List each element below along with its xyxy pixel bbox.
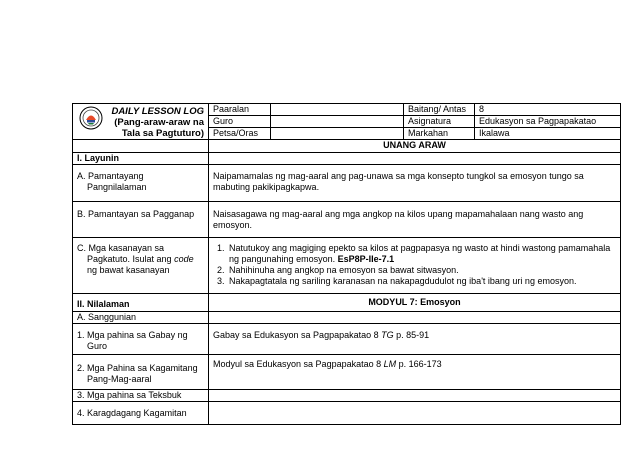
pamantayang-pangnilalaman-row	[73, 165, 621, 202]
kasanayan-label-line1: C. Mga kasanayan sa	[77, 243, 165, 253]
gabay-guro-row	[73, 324, 621, 355]
objective-text-1: Natutukoy ang magiging epekto sa kilos at pagpapasya ng wasto at hindi wastong pamamahala ng pangunahing emosyon.	[229, 243, 611, 264]
day-title: UNANG ARAW	[209, 140, 621, 153]
petsa-value[interactable]	[271, 128, 404, 140]
day-title-empty	[73, 140, 209, 153]
nilalaman-heading: II. Nilalaman	[73, 294, 209, 312]
pamantayang-pangnilalaman-label	[73, 165, 209, 202]
kasanayan-label-code: code	[174, 254, 194, 264]
kasanayan-label-line3: ng bawat kasanayan	[87, 265, 170, 275]
kagamitang-text-pre: Modyul sa Edukasyon sa Pagpapakatao 8	[213, 359, 384, 369]
dll-title-line1: DAILY LESSON LOG	[111, 106, 204, 117]
pamantayan-pagganap-row	[73, 202, 621, 238]
deped-seal-icon	[79, 106, 103, 130]
kagamitang-label-line1: 2. Mga Pahina sa Kagamitang	[77, 363, 198, 373]
day-title-row	[73, 140, 621, 153]
dll-title-cell	[73, 104, 209, 140]
karagdagang-label: 4. Karagdagang Kagamitan	[73, 402, 209, 425]
kasanayan-objectives	[209, 238, 621, 294]
dll-title-line3: Tala sa Pagtuturo)	[121, 128, 204, 139]
objective-item-2: 2. Nahihinuha ang angkop na emosyon sa bawat sitwasyon.	[227, 265, 616, 276]
gabay-guro-label-line1: 1. Mga pahina sa Gabay ng	[77, 330, 188, 340]
pamantayan-pagganap-label: B. Pamantayan sa Pagganap	[73, 202, 209, 238]
gabay-guro-text	[209, 324, 621, 355]
daily-lesson-log-table	[72, 103, 621, 425]
guro-value[interactable]	[271, 116, 404, 128]
kasanayan-label-line2	[77, 254, 204, 265]
karagdagang-value[interactable]	[209, 402, 621, 425]
baitang-value: 8	[475, 104, 621, 116]
layunin-heading-empty	[209, 153, 621, 165]
pamantayan-pagganap-text: Naisasagawa ng mag-aaral ang mga angkop na kilos upang mapamahalaan nang wasto ang emosyon.	[209, 202, 621, 238]
baitang-label: Baitang/ Antas	[404, 104, 475, 116]
kagamitang-label	[73, 355, 209, 390]
asignatura-value: Edukasyon sa Pagpapakatao	[475, 116, 621, 128]
paaralan-label: Paaralan	[209, 104, 271, 116]
modyul-title: MODYUL 7: Emosyon	[209, 294, 621, 312]
karagdagang-row	[73, 402, 621, 425]
kasanayan-row	[73, 238, 621, 294]
kagamitang-text-it: LM	[383, 359, 397, 369]
gabay-guro-text-post: p. 85-91	[393, 330, 430, 340]
markahan-value: Ikalawa	[475, 128, 621, 140]
kasanayan-label	[73, 238, 209, 294]
layunin-heading: I. Layunin	[73, 153, 209, 165]
teksbuk-value[interactable]	[209, 390, 621, 402]
sanggunian-heading: A. Sanggunian	[73, 312, 209, 324]
teksbuk-row	[73, 390, 621, 402]
kagamitang-label-line2: Pang-Mag-aaral	[87, 374, 152, 384]
objective-code: EsP8P-IIe-7.1	[337, 254, 395, 264]
pamantayang-label-line2: Pangnilalaman	[87, 182, 147, 192]
gabay-guro-text-it: TG	[381, 330, 394, 340]
guro-label: Guro	[209, 116, 271, 128]
gabay-guro-label	[73, 324, 209, 355]
kasanayan-label-line2-text: Pagkatuto. Isulat ang	[87, 254, 175, 264]
header-row-paaralan	[73, 104, 621, 116]
objective-item-1	[227, 243, 616, 265]
markahan-label: Markahan	[404, 128, 475, 140]
teksbuk-label: 3. Mga pahina sa Teksbuk	[73, 390, 209, 402]
objective-item-3: 3. Nakapagtatala ng sariling karanasan na nakapagdudulot ng iba't ibang uri ng emosyon.	[227, 276, 616, 287]
kagamitang-text-post: p. 166-173	[396, 359, 442, 369]
petsa-label: Petsa/Oras	[209, 128, 271, 140]
objectives-list	[213, 243, 616, 287]
pamantayang-label-line1: A. Pamantayang	[77, 171, 144, 181]
layunin-heading-row	[73, 153, 621, 165]
paaralan-value[interactable]	[271, 104, 404, 116]
sanggunian-empty	[209, 312, 621, 324]
pamantayang-pangnilalaman-text: Naipamamalas ng mag-aaral ang pag-unawa sa mga konsepto tungkol sa emosyon tungo sa mabuting pakikipagkapwa.	[209, 165, 621, 202]
kagamitang-text	[209, 355, 621, 390]
dll-title-line2: (Pang-araw-araw na	[114, 117, 204, 128]
sanggunian-row	[73, 312, 621, 324]
gabay-guro-label-line2: Guro	[87, 341, 108, 351]
asignatura-label: Asignatura	[404, 116, 475, 128]
nilalaman-row	[73, 294, 621, 312]
kagamitang-row	[73, 355, 621, 390]
gabay-guro-text-pre: Gabay sa Edukasyon sa Pagpapakatao 8	[213, 330, 382, 340]
